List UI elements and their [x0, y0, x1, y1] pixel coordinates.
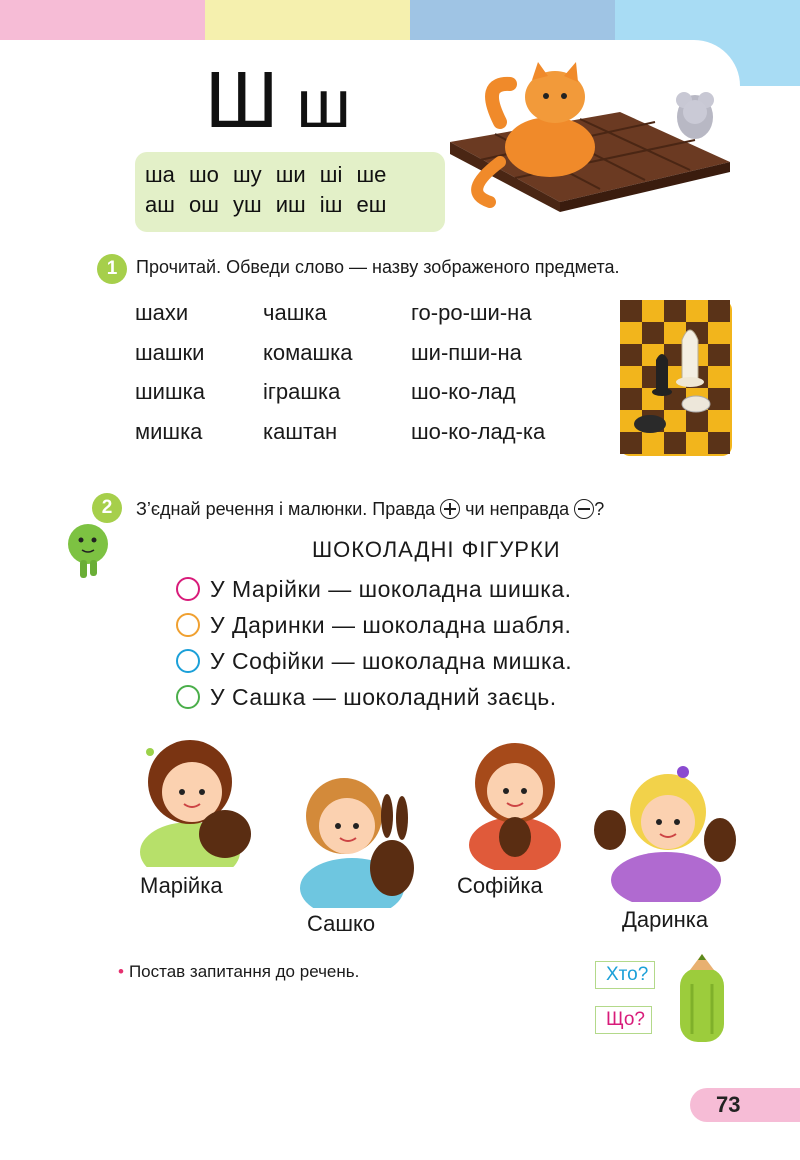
stripe-pink — [0, 0, 205, 40]
name-label: Софійка — [457, 873, 543, 898]
word[interactable]: го-ро-ши-на — [411, 300, 532, 325]
syllable-row-1: ша шо шу ши ші ше — [145, 162, 387, 187]
word-column-2 — [263, 293, 352, 451]
word[interactable]: шо-ко-лад-ка — [411, 418, 546, 444]
word[interactable]: шахи — [135, 300, 189, 325]
name-label: Даринка — [622, 907, 709, 932]
letter-title — [205, 55, 355, 149]
instruction-part-1: З’єднай речення і малюнки. Правда — [136, 499, 436, 519]
plus-circle-icon — [440, 499, 460, 519]
boy-sashko-illustration — [292, 768, 432, 908]
task-1-instruction: Прочитай. Обведи слово — назву зображеного предмета. — [136, 257, 620, 277]
syllable-box — [135, 152, 445, 232]
name-label: Сашко — [307, 911, 376, 936]
sentence-row — [176, 576, 572, 603]
circle-marker-icon[interactable] — [176, 577, 200, 601]
instruction-part-2: чи неправда — [465, 499, 570, 519]
sentence-text: У Софійки — шоколадна мишка. — [210, 648, 573, 674]
green-pencil-character-icon — [676, 954, 728, 1046]
question-tag-what: Що? — [595, 1006, 652, 1034]
word[interactable]: іграшка — [263, 379, 341, 404]
word[interactable]: мишка — [135, 418, 203, 444]
instruction-part-3: ? — [594, 499, 605, 519]
letter-lower: ш — [296, 66, 355, 142]
sentence-text: У Даринки — шоколадна шабля. — [210, 612, 572, 638]
task-2-badge: 2 — [92, 493, 122, 523]
word[interactable]: шишка — [135, 379, 205, 404]
sentence-row — [176, 684, 557, 711]
word[interactable]: ши-пши-на — [411, 339, 522, 365]
girl-sofiyka-illustration — [455, 725, 575, 870]
girl-darynka-illustration — [588, 752, 743, 902]
stripe-yellow — [205, 0, 410, 40]
question-tag-who: Хто? — [595, 961, 655, 989]
sentence-row — [176, 612, 571, 639]
task-1-badge: 1 — [97, 254, 127, 284]
chess-illustration — [620, 300, 732, 456]
green-creature-icon — [64, 518, 116, 582]
sentence-text: У Марійки — шоколадна шишка. — [210, 576, 572, 602]
sentence-text: У Сашка — шоколадний заєць. — [210, 684, 557, 710]
name-label: Марійка — [140, 873, 223, 898]
word[interactable]: каштан — [263, 418, 338, 444]
stripe-blue — [410, 0, 615, 40]
sentence-row — [176, 648, 572, 675]
circle-marker-icon[interactable] — [176, 613, 200, 637]
bullet-text: Постав запитання до речень. — [128, 962, 360, 981]
circle-marker-icon[interactable] — [176, 685, 200, 709]
minus-circle-icon — [574, 499, 594, 519]
letter-upper: Ш — [205, 55, 283, 144]
bullet-instruction — [118, 962, 359, 982]
circle-marker-icon[interactable] — [176, 649, 200, 673]
story-heading: ШОКОЛАДНІ ФІГУРКИ — [312, 537, 561, 562]
bullet-dot-icon: • — [118, 962, 124, 981]
word-column-1 — [135, 293, 205, 451]
page-number: 73 — [690, 1088, 800, 1122]
task-2-instruction — [136, 499, 604, 520]
word[interactable]: шо-ко-лад — [411, 379, 516, 404]
cat-chocolate-illustration — [440, 62, 740, 212]
girl-mariyka-illustration — [120, 722, 260, 867]
word[interactable]: шашки — [135, 339, 205, 365]
word-column-3 — [411, 293, 545, 451]
word[interactable]: комашка — [263, 339, 353, 365]
syllable-row-2: аш ош уш иш іш еш — [145, 192, 387, 217]
word[interactable]: чашка — [263, 300, 327, 325]
